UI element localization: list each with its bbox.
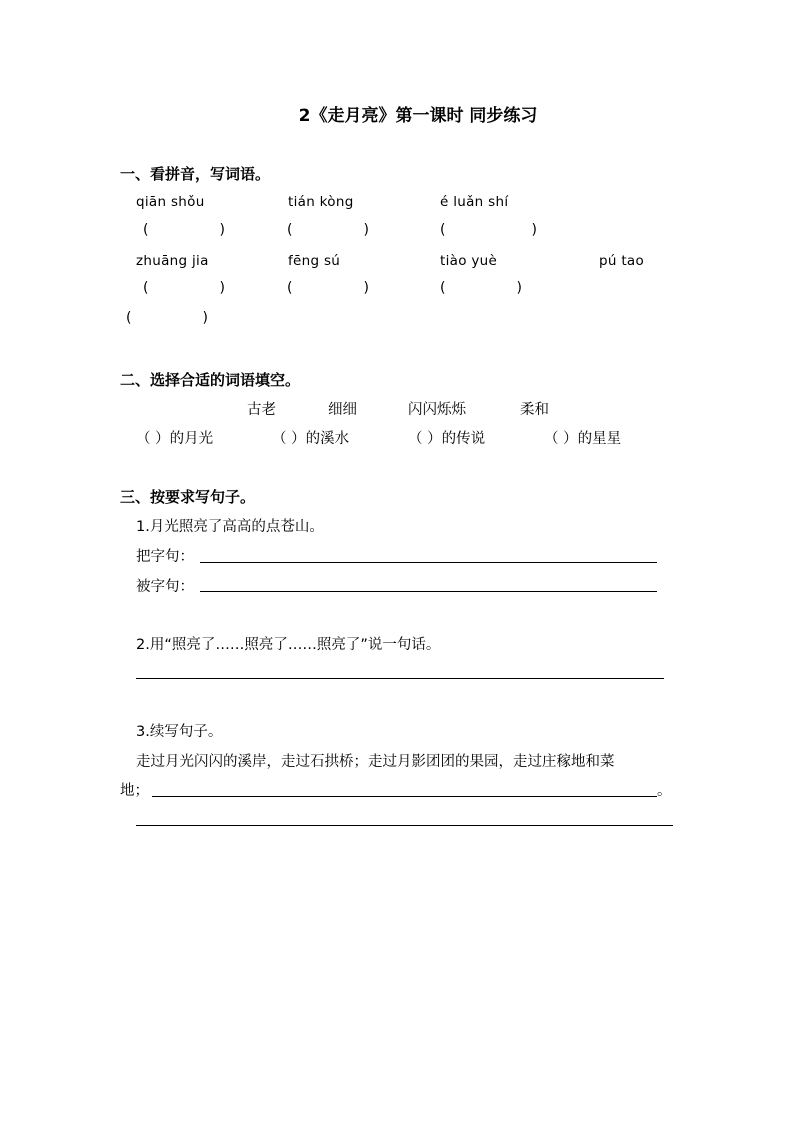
fill-blank-legend[interactable]: （ ）的传说 bbox=[408, 431, 486, 447]
answer-line-ba[interactable] bbox=[200, 562, 657, 563]
question-1: 1.月光照亮了高高的点苍山。 bbox=[136, 519, 324, 535]
question-3-text-cont: 地； bbox=[120, 783, 149, 799]
question-3-period: 。 bbox=[657, 783, 672, 799]
answer-line-q2[interactable] bbox=[136, 678, 664, 679]
pinyin-tiaoyue: tiào yuè bbox=[440, 253, 498, 269]
section-1-heading: 一、看拼音，写词语。 bbox=[120, 165, 271, 183]
fill-blank-moonlight[interactable]: （ ）的月光 bbox=[136, 431, 214, 447]
fill-blank-stream[interactable]: （ ）的溪水 bbox=[272, 431, 350, 447]
word-option: 细细 bbox=[328, 402, 357, 418]
answer-line-bei[interactable] bbox=[200, 591, 657, 592]
pinyin-qianshou: qiān shǒu bbox=[136, 194, 205, 210]
question-3-text: 走过月光闪闪的溪岸，走过石拱桥；走过月影团团的果园，走过庄稼地和菜 bbox=[136, 754, 615, 770]
pinyin-fengsu: fēng sú bbox=[288, 253, 341, 269]
fill-blank-stars[interactable]: （ ）的星星 bbox=[544, 431, 622, 447]
pinyin-putao: pú tao bbox=[599, 253, 645, 269]
page-title: 2《走月亮》第一课时 同步练习 bbox=[298, 106, 538, 126]
pinyin-zhuangjia: zhuāng jia bbox=[136, 253, 209, 269]
bei-sentence-label: 被字句： bbox=[136, 579, 194, 595]
pinyin-eluanshi: é luǎn shí bbox=[440, 194, 509, 210]
section-2-heading: 二、选择合适的词语填空。 bbox=[120, 371, 301, 389]
section-3-heading: 三、按要求写句子。 bbox=[120, 488, 256, 506]
answer-line-q3[interactable] bbox=[152, 796, 657, 797]
word-option: 闪闪烁烁 bbox=[408, 402, 466, 418]
word-option: 古老 bbox=[247, 402, 276, 418]
question-2: 2.用“照亮了……照亮了……照亮了”说一句话。 bbox=[136, 637, 441, 653]
pinyin-tiankong: tián kòng bbox=[288, 194, 354, 210]
word-option: 柔和 bbox=[520, 402, 549, 418]
question-3: 3.续写句子。 bbox=[136, 724, 223, 740]
ba-sentence-label: 把字句： bbox=[136, 549, 194, 565]
answer-line-q3-extra[interactable] bbox=[136, 825, 673, 826]
